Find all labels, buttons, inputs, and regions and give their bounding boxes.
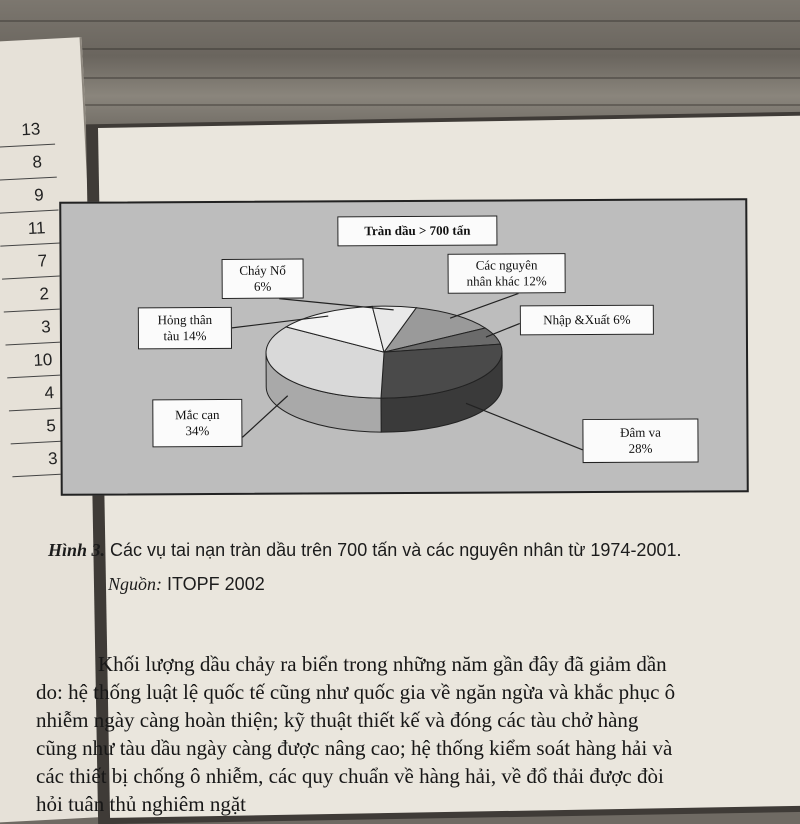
slice-label-line: 6%: [253, 278, 272, 294]
left-page-rule: [5, 341, 65, 345]
chart-title: Tràn dầu > 700 tấn: [364, 222, 471, 239]
figure-caption: [48, 540, 681, 561]
left-page-number: 11: [27, 218, 46, 239]
left-page-number: 7: [37, 251, 48, 271]
slice-label-box: [222, 259, 304, 299]
left-page-rule: [0, 242, 60, 246]
slice-label-box: [448, 253, 566, 294]
body-line: cũng như tàu dầu ngày càng được nâng cao; hệ thống kiểm soát hàng hải và: [36, 736, 673, 760]
left-page-rule: [0, 177, 57, 181]
slice-label-line: 28%: [628, 440, 653, 456]
left-page-number: 9: [33, 185, 45, 205]
body-paragraph: [36, 650, 796, 818]
slice-label-line: Mắc cạn: [175, 406, 220, 423]
caption-label: Hình 3.: [48, 540, 106, 560]
caption-text: Các vụ tai nạn tràn dầu trên 700 tấn và các nguyên nhân từ 1974-2001.: [105, 540, 682, 560]
slice-label-line: tàu 14%: [163, 328, 207, 344]
slice-label-box: [152, 399, 242, 447]
slice-label-line: Hỏng thân: [157, 312, 213, 328]
left-page-rule: [4, 308, 64, 312]
body-line: hỏi tuân thủ nghiêm ngặt: [36, 792, 246, 816]
body-line: nhiễm ngày càng hoàn thiện; kỹ thuật thiết kế và đóng các tàu chở hàng: [36, 708, 639, 732]
callout-leader-line: [242, 396, 288, 437]
left-page-rule: [0, 210, 59, 214]
source-text: ITOPF 2002: [162, 574, 265, 594]
callout-leader-line: [486, 323, 520, 337]
slice-label-line: Các nguyên: [475, 257, 538, 273]
body-line: các thiết bị chống ô nhiễm, các quy chuẩn về hàng hải, về đổ thải được đòi: [36, 764, 664, 788]
slice-label-box: [582, 418, 698, 463]
pie-chart-figure: [59, 198, 749, 496]
callout-leader-line: [466, 403, 583, 451]
slice-label-line: nhân khác 12%: [466, 273, 547, 289]
callout-leader-line: [450, 293, 519, 318]
slice-label-box: [138, 307, 232, 349]
left-page-number: 4: [44, 383, 55, 403]
figure-source: [108, 574, 265, 595]
left-page-rule: [7, 374, 67, 378]
chart-title-box: [337, 216, 497, 247]
slice-label-line: 34%: [185, 423, 210, 439]
left-page-number: 3: [47, 448, 59, 469]
slice-label-line: Cháy Nổ: [239, 262, 286, 278]
left-page-number: 2: [38, 284, 50, 304]
source-label: Nguồn:: [108, 574, 162, 594]
left-page-number: 13: [20, 119, 41, 140]
left-page-number: 8: [32, 152, 43, 172]
left-page-rule: [2, 275, 62, 279]
left-page-rule: [0, 144, 55, 148]
slice-label-line: Nhập &Xuất 6%: [543, 311, 631, 328]
slice-label-box: [520, 305, 654, 336]
body-line: do: hệ thống luật lệ quốc tế cũng như quốc gia về ngăn ngừa và khắc phục ô: [36, 680, 676, 704]
left-page-number: 3: [40, 317, 52, 337]
left-page-number: 5: [45, 415, 57, 436]
left-page-number: 10: [32, 350, 53, 371]
body-line: Khối lượng dầu chảy ra biển trong những năm gần đây đã giảm dần: [98, 652, 667, 676]
slice-label-line: Đâm va: [620, 424, 661, 440]
callout-leader-line: [279, 298, 393, 310]
